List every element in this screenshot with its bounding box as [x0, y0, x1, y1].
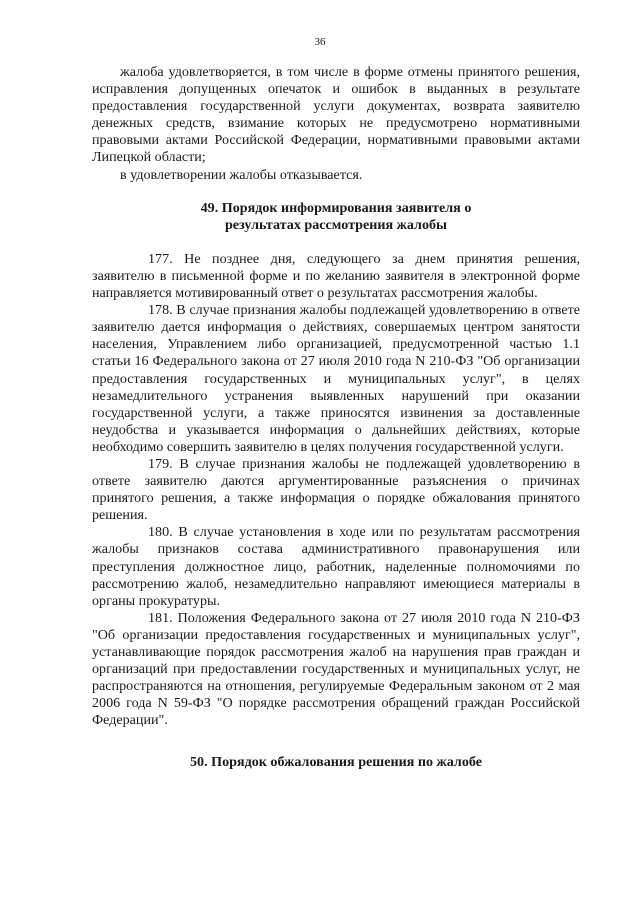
document-body	[92, 64, 580, 772]
paragraph-180: 180. В случае установления в ходе или по результатам рассмотрения жалобы признаков состава административного правонарушения или преступления должностное лицо, работник, наделенные полномочиями по рассмотрению жалоб, незамедлительно направляют имеющиеся материалы в органы прокуратуры.	[92, 524, 580, 609]
paragraph-177: 177. Не позднее дня, следующего за днем принятия решения, заявителю в письменной форме и по желанию заявителя в электронной форме направляется мотивированный ответ о результатах рассмотрения жалобы.	[92, 250, 580, 302]
page-number: 36	[314, 36, 326, 48]
section-49-heading-line1: 49. Порядок информирования заявителя о	[200, 199, 472, 216]
paragraph-178: 178. В случае признания жалобы подлежащей удовлетворению в ответе заявителю дается информация о действиях, совершаемых центром занятости населения, Управлением либо организацией, предусмотренной частью 1.1 статьи 16 Федерального закона от 27 июля 2010 года N 210-ФЗ "Об организации предоставления государственных и муниципальных услуг", в целях незамедлительного устранения выявленных нарушений при оказании государственной услуги, а также приносятся извинения за доставленные неудобства и указывается информация о дальнейших действиях, которые необходимо совершить заявителю в целях получения государственной услуги.	[92, 302, 580, 455]
paragraph-179: 179. В случае признания жалобы не подлежащей удовлетворению в ответе заявителю даются аргументированные разъяснения о причинах принятого решения, а также информация о порядке обжалования принятого решения.	[92, 455, 580, 524]
paragraph-181: 181. Положения Федерального закона от 27 июля 2010 года N 210-ФЗ "Об организации предоставления государственных и муниципальных услуг", устанавливающие порядок рассмотрения жалоб на нарушения прав граждан и организаций при предоставлении государственных и муниципальных услуг, не распространяются на отношения, регулируемые Федеральным законом от 2 мая 2006 года N 59-ФЗ "О порядке рассмотрения обращений граждан Российской Федерации".	[92, 609, 580, 729]
refusal-line: в удовлетворении жалобы отказывается.	[120, 166, 363, 183]
intro-paragraph: жалоба удовлетворяется, в том числе в форме отмены принятого решения, исправления допущенных опечаток и ошибок в выданных в результате предоставления государственной услуги документах, возврата заявителю денежных средств, взимание которых не предусмотрено нормативными правовыми актами Российской Федерации, нормативными правовыми актами Липецкой области;	[92, 64, 580, 166]
section-49-heading	[92, 200, 580, 234]
section-49-heading-line2: результатах рассмотрения жалобы	[224, 216, 448, 233]
section-50-heading: 50. Порядок обжалования решения по жалобе	[189, 754, 482, 771]
